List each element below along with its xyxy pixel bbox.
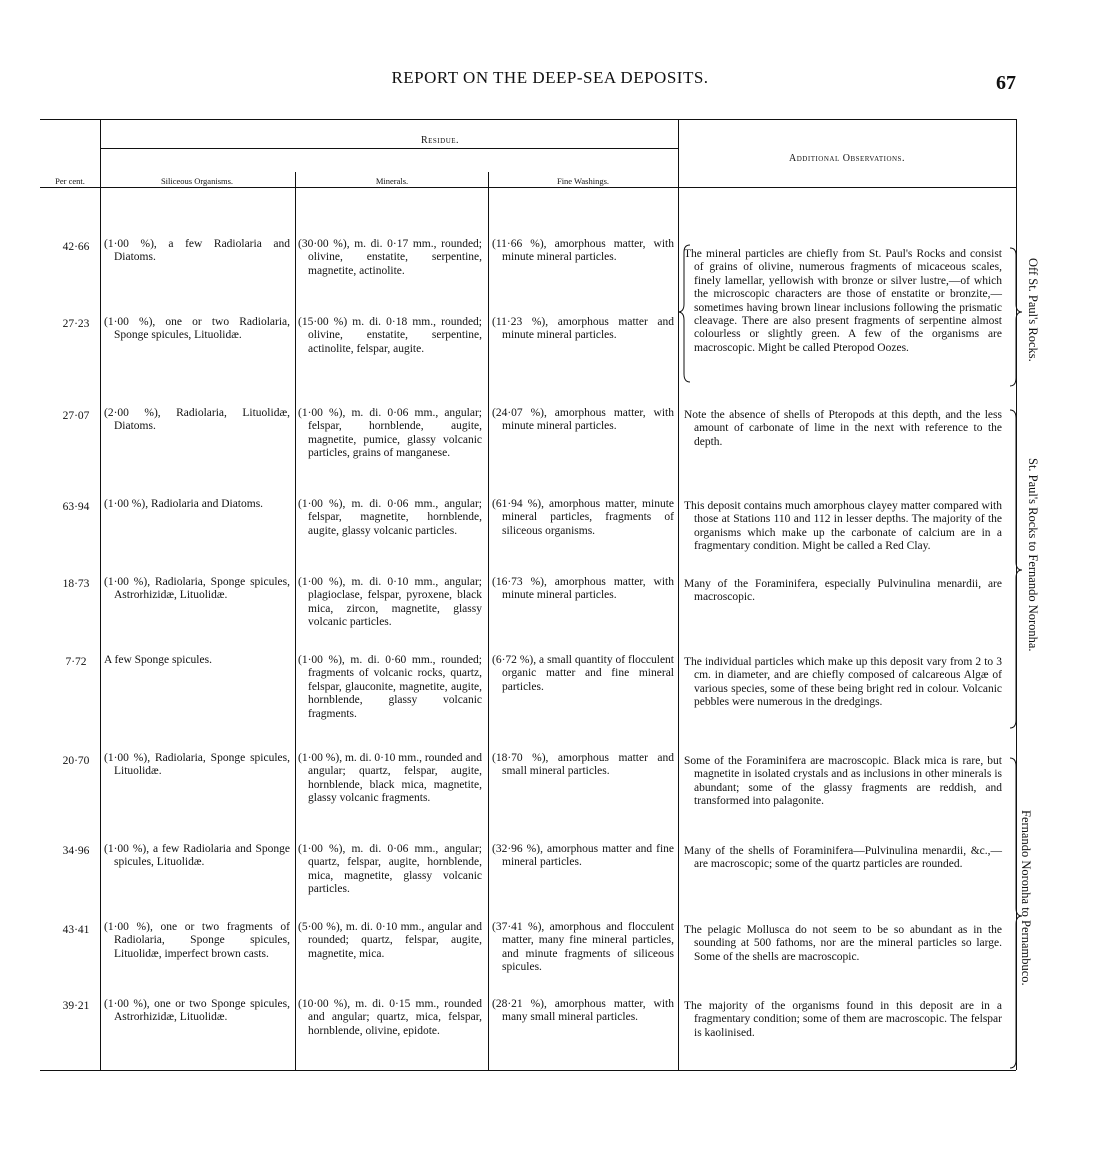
siliceous-cell: (1·00 %), Radiolaria, Sponge spicules, Astrorhizidæ, Lituolidæ. [104, 576, 290, 602]
fine-washings-cell: (37·41 %), amorphous and flocculent matter, many fine mineral particles, and minute fragments of siliceous spicules. [492, 921, 674, 974]
fine-washings-cell: (16·73 %), amorphous matter, with minute mineral particles. [492, 576, 674, 602]
observation-note: The majority of the organisms found in this deposit are in a fragmentary condition; some of them are macroscopic. The felspar is kaolinised. [684, 1000, 1002, 1039]
per-cent-value: 18·73 [62, 578, 90, 590]
observation-note: Many of the shells of Foraminifera—Pulvinulina menardii, &c.,—are macroscopic; some of the quartz particles are rounded. [684, 845, 1002, 871]
per-cent-value: 27·23 [62, 318, 90, 330]
minerals-cell: (5·00 %), m. di. 0·10 mm., angular and rounded; quartz, felspar, augite, magnetite, mica. [298, 921, 482, 960]
siliceous-cell: (1·00 %), one or two Sponge spicules, Astrorhizidæ, Lituolidæ. [104, 998, 290, 1024]
minerals-cell: (10·00 %), m. di. 0·15 mm., rounded and angular; quartz, mica, felspar, hornblende, olivine, epidote. [298, 998, 482, 1037]
siliceous-header: Siliceous Organisms. [160, 176, 234, 186]
fine-washings-cell: (11·66 %), amorphous matter, with minute mineral particles. [492, 238, 674, 264]
fine-washings-cell: (11·23 %), amorphous matter and minute mineral particles. [492, 316, 674, 342]
fine-washings-header: Fine Washings. [556, 176, 610, 186]
minerals-cell: (15·00 %) m. di. 0·18 mm., rounded; olivine, enstatite, serpentine, actinolite, felspar, augite. [298, 316, 482, 355]
per-cent-value: 20·70 [62, 755, 90, 767]
siliceous-cell: (2·00 %), Radiolaria, Lituolidæ, Diatoms. [104, 407, 290, 433]
observation-note: Note the absence of shells of Pteropods at this depth, and the less amount of carbonate of lime in the next with reference to the depth. [684, 409, 1002, 448]
header-bottom-rule [40, 187, 1016, 188]
siliceous-cell: (1·00 %), Radiolaria, Sponge spicules, Lituolidæ. [104, 752, 290, 778]
running-head: REPORT ON THE DEEP-SEA DEPOSITS. [391, 68, 709, 87]
observation-note: Some of the Foraminifera are macroscopic. Black mica is rare, but magnetite in isolated crystals and as inclusions in other minerals is abundant; some of the glassy fragments are reddish, and transformed into palagonite. [684, 755, 1002, 808]
per-cent-value: 43·41 [62, 924, 90, 936]
per-cent-header: Per cent. [55, 176, 85, 186]
side-label-st-pauls-to-fernando: St. Paul's Rocks to Fernando Noronha. [1026, 458, 1040, 652]
observation-note: Many of the Foraminifera, especially Pulvinulina menardii, are macroscopic. [684, 578, 1002, 604]
fine-washings-cell: (61·94 %), amorphous matter, minute mineral particles, fragments of siliceous organisms. [492, 498, 674, 537]
column-rule-4 [678, 119, 679, 1070]
per-cent-value: 63·94 [62, 501, 90, 513]
minerals-cell: (1·00 %), m. di. 0·10 mm., angular; plagioclase, felspar, pyroxene, black mica, zircon, magnetite, glassy volcanic particles. [298, 576, 482, 629]
observation-note: The mineral particles are chiefly from St. Paul's Rocks and consist of grains of olivine, numerous fragments of micaceous scales, finely lamellar, yellowish with bronze or silver lustre,—of which the microscopic characters are those of enstatite or bronzite,—sometimes having brown linear inclusions following the prismatic cleavage. There are also present fragments of serpentine almost colourless or slightly green. A few of the organisms are macroscopic. Might be called Pteropod Oozes. [684, 248, 1002, 354]
per-cent-value: 39·21 [62, 1000, 90, 1012]
minerals-cell: (1·00 %), m. di. 0·10 mm., rounded and angular; quartz, felspar, augite, hornblende, black mica, magnetite, glassy volcanic fragments. [298, 752, 482, 805]
table-top-rule [40, 119, 1016, 120]
side-label-fernando-to-pernambuco: Fernando Noronha to Pernambuco. [1019, 810, 1033, 986]
minerals-header: Minerals. [375, 176, 409, 186]
column-rule-2 [295, 172, 296, 1070]
observation-note: The individual particles which make up this deposit vary from 2 to 3 cm. in diameter, and are chiefly composed of calcareous Algæ of various species, some of these being bright red in colour. Volcanic pebbles were numerous in the dredgings. [684, 656, 1002, 709]
siliceous-cell: (1·00 %), one or two fragments of Radiolaria, Sponge spicules, Lituolidæ, imperfect brown casts. [104, 921, 290, 960]
minerals-cell: (1·00 %), m. di. 0·60 mm., rounded; fragments of volcanic rocks, quartz, felspar, glauconite, magnetite, augite, hornblende, glassy volcanic fragments. [298, 654, 482, 720]
siliceous-cell: (1·00 %), a few Radiolaria and Sponge spicules, Lituolidæ. [104, 843, 290, 869]
residue-header: Residue. [420, 135, 460, 146]
column-rule-3 [488, 172, 489, 1070]
per-cent-value: 27·07 [62, 410, 90, 422]
per-cent-value: 34·96 [62, 845, 90, 857]
per-cent-value: 7·72 [65, 656, 87, 668]
minerals-cell: (30·00 %), m. di. 0·17 mm., rounded; olivine, enstatite, serpentine, magnetite, actinolite. [298, 238, 482, 277]
minerals-cell: (1·00 %), m. di. 0·06 mm., angular; felspar, magnetite, hornblende, augite, glassy volcanic particles. [298, 498, 482, 537]
siliceous-cell: A few Sponge spicules. [104, 654, 212, 666]
table-bottom-rule [40, 1070, 1016, 1071]
page-number: 67 [996, 72, 1016, 94]
side-label-st-pauls-rocks: Off St. Paul's Rocks. [1026, 258, 1040, 362]
minerals-cell: (1·00 %), m. di. 0·06 mm., angular; felspar, hornblende, augite, magnetite, pumice, glassy volcanic particles, grains of manganese. [298, 407, 482, 460]
column-rule-5 [1016, 119, 1017, 1070]
fine-washings-cell: (24·07 %), amorphous matter, with minute mineral particles. [492, 407, 674, 433]
fine-washings-cell: (18·70 %), amorphous matter and small mineral particles. [492, 752, 674, 778]
fine-washings-cell: (6·72 %), a small quantity of flocculent organic matter and fine mineral particles. [492, 654, 674, 693]
minerals-cell: (1·00 %), m. di. 0·06 mm., angular; quartz, felspar, augite, hornblende, mica, magnetite, glassy volcanic particles. [298, 843, 482, 896]
fine-washings-cell: (28·21 %), amorphous matter, with many small mineral particles. [492, 998, 674, 1024]
fine-washings-cell: (32·96 %), amorphous matter and fine mineral particles. [492, 843, 674, 869]
siliceous-cell: (1·00 %), one or two Radiolaria, Sponge spicules, Lituolidæ. [104, 316, 290, 342]
per-cent-value: 42·66 [62, 241, 90, 253]
siliceous-cell: (1·00 %), a few Radiolaria and Diatoms. [104, 238, 290, 264]
observation-note: This deposit contains much amorphous clayey matter compared with those at Stations 110 and 112 in lesser depths. The majority of the organisms which make up the carbonate of calcium are in a fragmentary condition. Might be called a Red Clay. [684, 500, 1002, 553]
observation-note: The pelagic Mollusca do not seem to be so abundant as in the sounding at 500 fathoms, nor are the mineral particles so large. Some of the shells are macroscopic. [684, 924, 1002, 963]
observations-header: Additional Observations. [789, 153, 905, 164]
residue-rule [100, 148, 678, 149]
siliceous-cell: (1·00 %), Radiolaria and Diatoms. [104, 498, 264, 510]
